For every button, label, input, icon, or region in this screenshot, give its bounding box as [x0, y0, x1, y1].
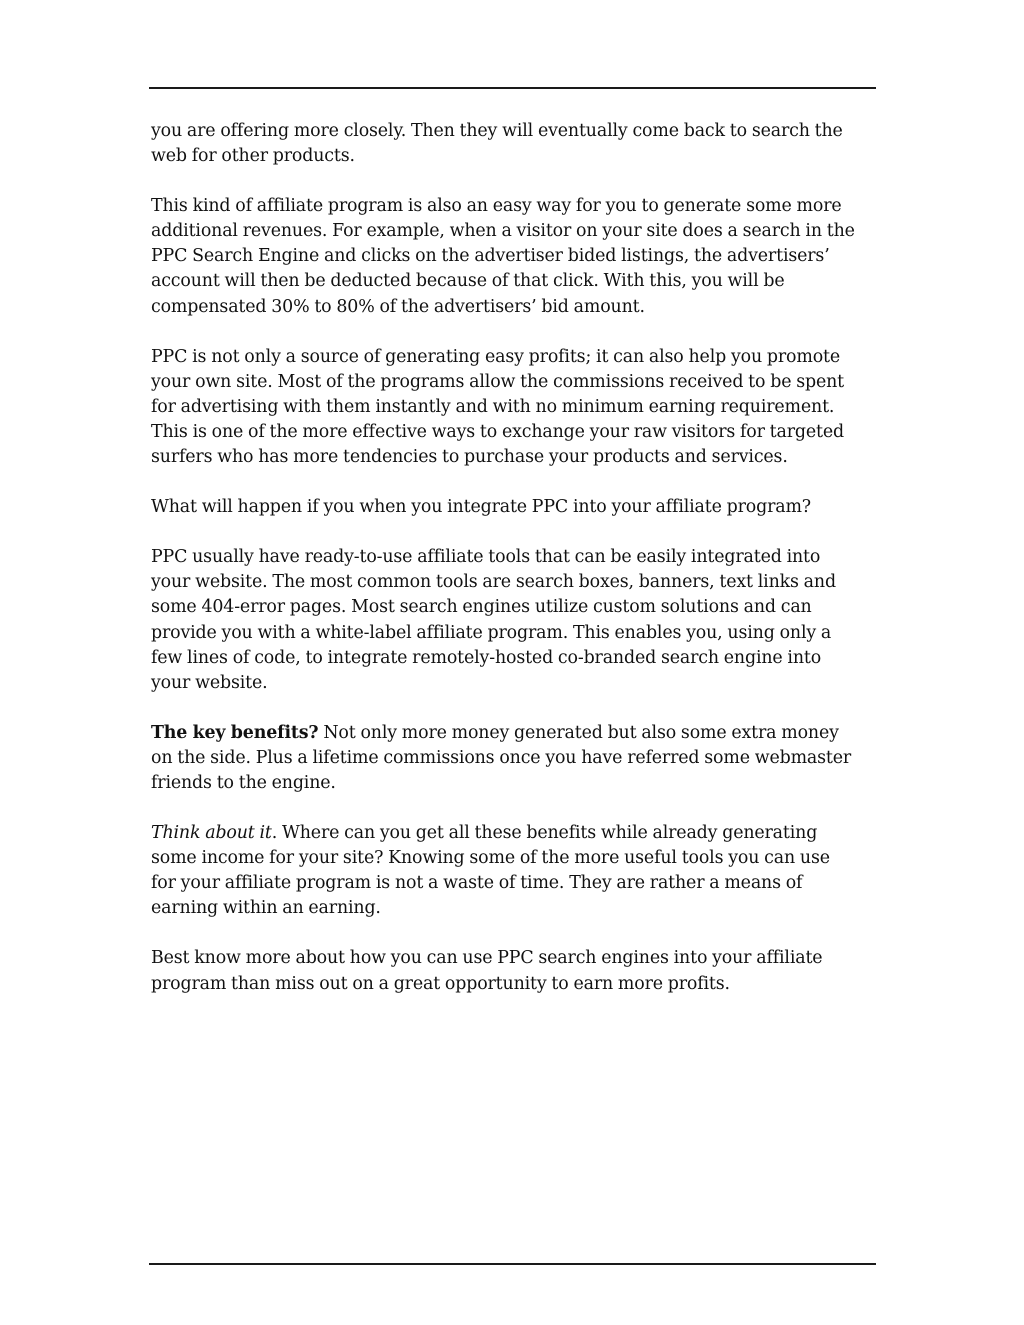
text-line: your own site. Most of the programs allow the commissions received to be spent — [151, 371, 844, 392]
text-line: on the side. Plus a lifetime commissions once you have referred some webmaster — [151, 747, 852, 768]
text-line: account will then be deducted because of that click. With this, you will be — [151, 271, 785, 292]
paragraph-closing — [151, 946, 875, 996]
paragraph-promote — [151, 345, 875, 470]
text-line: some 404-error pages. Most search engines utilize custom solutions and can — [151, 597, 812, 618]
paragraph-question — [151, 495, 875, 520]
text-line: you are offering more closely. Then they will eventually come back to search the — [151, 121, 843, 141]
paragraph-tools — [151, 545, 875, 696]
text-line: some income for your site? Knowing some of the more useful tools you can use — [151, 848, 830, 869]
text-line: Best know more about how you can use PPC search engines into your affiliate — [151, 948, 823, 969]
text-line: for advertising with them instantly and with no minimum earning requirement. — [151, 396, 835, 417]
text-line: PPC is not only a source of generating easy profits; it can also help you promote — [151, 346, 840, 367]
paragraph-key-benefits — [151, 721, 875, 796]
text-run: Not only more money generated but also some extra money — [318, 722, 839, 743]
text-run: . Where can you get all these benefits while already generating — [271, 823, 818, 844]
text-line — [151, 821, 875, 846]
think-about-it-emphasis: Think about it — [151, 823, 272, 844]
text-line: earning within an earning. — [151, 898, 381, 919]
text-line: This is one of the more effective ways to exchange your raw visitors for targeted — [151, 421, 844, 442]
paragraph-revenues — [151, 194, 875, 319]
footer-rule — [149, 1263, 876, 1265]
text-line: additional revenues. For example, when a visitor on your site does a search in the — [151, 221, 855, 242]
text-line — [151, 721, 875, 746]
text-line: What will happen if you when you integrate PPC into your affiliate program? — [151, 497, 811, 518]
paragraph-think-about-it — [151, 821, 875, 921]
text-line: PPC usually have ready-to-use affiliate tools that can be easily integrated into — [151, 547, 821, 568]
paragraph-continuation — [151, 119, 875, 169]
text-line: your website. — [151, 672, 268, 693]
text-line: surfers who has more tendencies to purchase your products and services. — [151, 447, 788, 468]
text-line: provide you with a white-label affiliate program. This enables you, using only a — [151, 622, 832, 643]
text-line: few lines of code, to integrate remotely-hosted co-branded search engine into — [151, 647, 822, 668]
header-rule — [149, 87, 876, 89]
text-line: This kind of affiliate program is also an easy way for you to generate some more — [151, 196, 842, 217]
text-line: PPC Search Engine and clicks on the advertiser bided listings, the advertisers’ — [151, 246, 830, 267]
key-benefits-heading: The key benefits? — [151, 722, 319, 743]
text-line: friends to the engine. — [151, 772, 336, 793]
text-line: compensated 30% to 80% of the advertisers’ bid amount. — [151, 296, 645, 317]
text-line: web for other products. — [151, 146, 355, 167]
text-line: for your affiliate program is not a waste of time. They are rather a means of — [151, 873, 803, 894]
text-line: your website. The most common tools are search boxes, banners, text links and — [151, 572, 836, 593]
text-line: program than miss out on a great opportunity to earn more profits. — [151, 973, 730, 994]
page-body — [151, 119, 875, 1022]
